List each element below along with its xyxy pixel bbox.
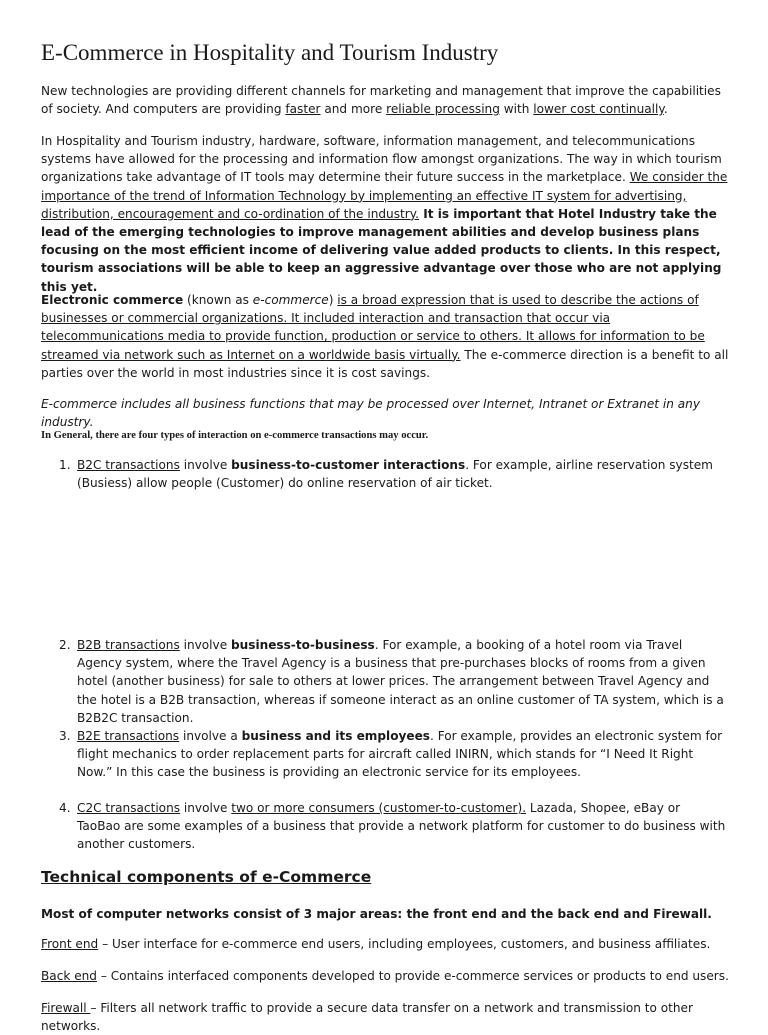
underlined-text: B2B transactions (77, 638, 180, 652)
network-areas-paragraph: Most of computer networks consist of 3 major areas: the front end and the back end and Firewall. (41, 907, 712, 921)
hospitality-paragraph (41, 132, 731, 296)
text-run: . For example, provides an electronic system for flight mechanics to order replacement parts for aircraft called INIRN, which stands for “I Need It Right Now.” In this case the business is providing an electronic service for its employees. (77, 729, 723, 780)
text-run: In Hospitality and Tourism industry, hardware, software, information management, and telecommunications systems have allowed for the processing and information flow amongst organizations. The way in which tourism organizations take advantage of IT tools may determine their future success in the marketplace. (41, 134, 722, 185)
bold-text: It is important that Hotel Industry take the lead of the emerging technologies to improve management abilities and develop business plans focusing on the most efficient income of delivering value added products to clients. In this respect, tourism associations will be able to keep an aggressive advantage over those who are not applying this yet. (41, 206, 722, 294)
text-run: Lazada, Shopee, eBay or TaoBao are some examples of a business that provide a network platform for customer to do business with another customers. (77, 801, 726, 852)
section-heading: Technical components of e-Commerce (41, 868, 372, 886)
definition-term: Firewall (41, 1001, 91, 1015)
definition-text: – User interface for e-commerce end users, including employees, customers, and business affiliates. (98, 937, 711, 951)
definition-text: – Contains interfaced components developed to provide e-commerce services or products to end users. (97, 969, 729, 983)
bold-text: business-to-business (230, 638, 375, 652)
text-run: ) (328, 293, 338, 307)
underlined-text: two or more consumers (customer-to-customer). (231, 801, 527, 815)
list-number: 1. (59, 458, 71, 472)
list-number: 2. (59, 638, 71, 652)
ecommerce-definition-paragraph (41, 291, 731, 382)
text-run: The e-commerce direction is a benefit to all parties over the world in most industries since it is cost savings. (41, 347, 729, 380)
list-item-text (77, 456, 727, 492)
text-run: with (499, 102, 534, 117)
underlined-text: lower cost continually (533, 102, 664, 117)
list-number: 4. (59, 801, 71, 815)
text-run: . (663, 102, 668, 117)
list-item-text (77, 799, 727, 854)
underlined-text: B2E transactions (77, 729, 180, 743)
interaction-types-intro: In General, there are four types of interaction on e-commerce transactions may occur. (41, 430, 429, 441)
text-run: and more (320, 102, 387, 117)
bold-text: Electronic commerce (41, 293, 184, 307)
text-run: involve (179, 458, 232, 472)
underlined-text: We consider the importance of the trend of Information Technology by implementing an effective IT system for advertising, distribution, encouragement and co-ordination of the industry. (41, 170, 728, 221)
definition-term: Front end (41, 937, 99, 951)
bold-text: business-to-customer interactions (231, 458, 466, 472)
text-run: . For example, a booking of a hotel room via Travel Agency system, where the Travel Agency is a business that pre-purchases blocks of rooms from a given hotel (another business) for sale to others at lower prices. The arrangement between Travel Agency and the hotel is a B2B transaction, whereas if someone interact as an online customer of TA system, which is a B2B2C transaction. (77, 638, 724, 725)
bold-text: business and its employees (241, 729, 430, 743)
definition-firewall (41, 999, 731, 1035)
underlined-text: is a broad expression that is used to describe the actions of businesses or commercial organizations. It included interaction and transaction that occur via telecommunications media to provide function, production or service to others. It allows for information to be streamed via network such as Internet on a worldwide basis virtually. (41, 293, 705, 362)
definition-back-end (41, 967, 731, 985)
definition-term: Back end (41, 969, 97, 983)
text-run: New technologies are providing different channels for marketing and management that improve the capabilities of society. And computers are providing (41, 84, 721, 117)
definition-text: – Filters all network traffic to provide a secure data transfer on a network and transmission to other networks. (41, 1001, 693, 1034)
underlined-text: C2C transactions (77, 801, 181, 815)
intro-paragraph (41, 82, 731, 118)
text-run: involve (179, 638, 231, 652)
ecommerce-note: E-commerce includes all business functions that may be processed over Internet, Intranet or Extranet in any industry. (41, 397, 700, 430)
list-item-text (77, 727, 727, 782)
text-run: . For example, airline reservation system (Busiess) allow people (Customer) do online reservation of air ticket. (77, 458, 713, 491)
definition-front-end (41, 935, 731, 953)
document-title: E-Commerce in Hospitality and Tourism Industry (41, 40, 499, 65)
text-run: involve a (179, 729, 242, 743)
text-run: involve (180, 801, 232, 815)
underlined-text: reliable processing (386, 102, 500, 117)
text-run: (known as (183, 293, 253, 307)
underlined-text: B2C transactions (77, 458, 180, 472)
italic-text: e-commerce (252, 293, 329, 307)
underlined-text: faster (285, 102, 321, 117)
list-item-text (77, 636, 727, 727)
list-number: 3. (59, 729, 71, 743)
